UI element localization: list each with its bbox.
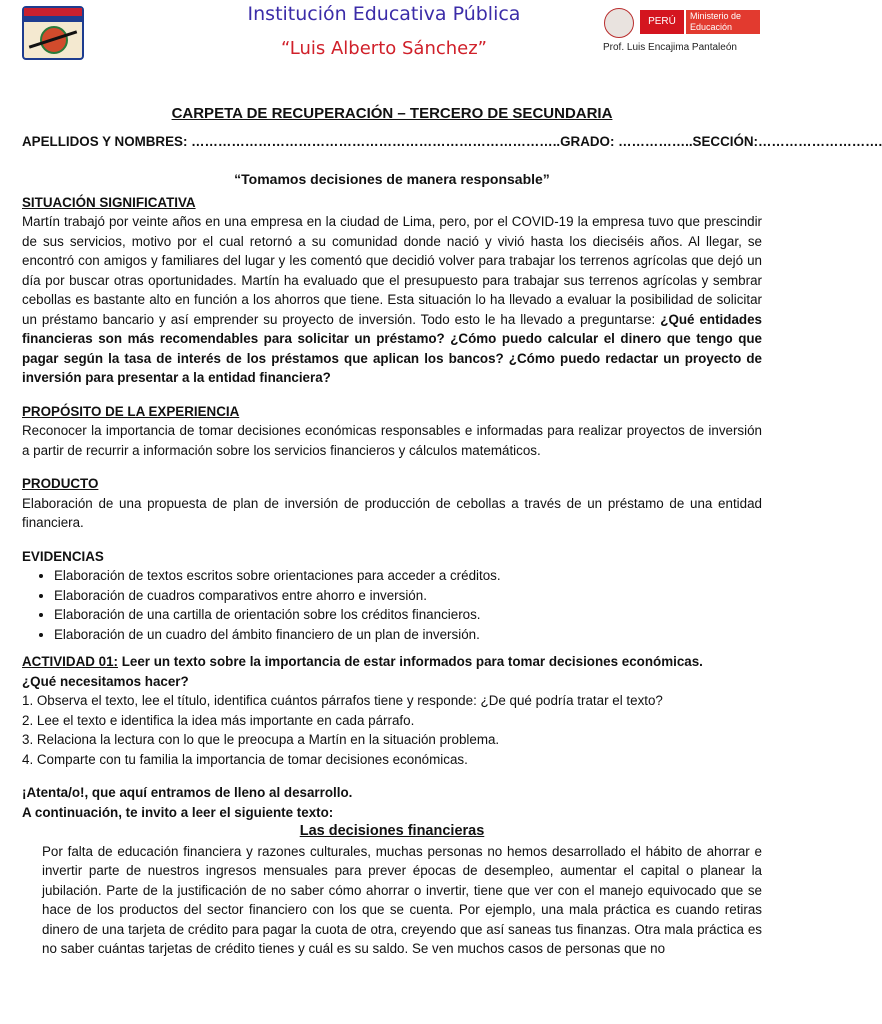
peru-label: PERÚ — [640, 10, 684, 34]
situation-heading: SITUACIÓN SIGNIFICATIVA — [22, 194, 196, 210]
reading-intro-1: ¡Atenta/o!, que aquí entramos de lleno al desarrollo. — [22, 785, 353, 800]
institution-name: Institución Educativa Pública — [247, 3, 521, 25]
evidence-item: • Elaboración de un cuadro del ámbito financiero de un plan de inversión. — [54, 625, 762, 645]
purpose-heading: PROPÓSITO DE LA EXPERIENCIA — [22, 403, 240, 419]
teacher-name: Prof. Luis Encajima Pantaleón — [603, 42, 737, 53]
activity-question: ¿Qué necesitamos hacer? — [22, 673, 189, 689]
evidence-item: • Elaboración de cuadros comparativos entre ahorro e inversión. — [54, 586, 762, 606]
ministry-label: Ministerio de Educación — [686, 10, 760, 34]
situation-text: Martín trabajó por veinte años en una empresa en la ciudad de Lima, pero, por el COVID-19 la empresa tuvo que prescindir de sus servicios, motivo por el cual retornó a su comunidad donde nació y vivió hasta los dieciséis años. Al llegar, se encontró con amigos y familiares del lugar y les comentó que decidió volver para trabajar los terrenos agrícolas que dejó un día por buscar otras oportunidades. Martín ha evaluado que el presupuesto para trabajar sus terrenos agrícolas y sembrar cebollas es bastante alto en función a los ahorros que tiene. Esta situación lo ha llevado a evaluar la posibilidad de solicitar un préstamo bancario y así emprender su proyecto de inversión. Todo esto le ha llevado a preguntarse: — [22, 214, 762, 327]
purpose-text: Reconocer la importancia de tomar decisiones económicas responsables e informadas para realizar proyectos de inversión a partir de recurrir a información sobre los servicios financieros y cálculos matemáticos. — [22, 423, 762, 458]
document-subtitle: “Tomamos decisiones de manera responsable” — [234, 171, 550, 187]
evidence-item: • Elaboración de una cartilla de orientación sobre los créditos financieros. — [54, 605, 762, 625]
activity-label: ACTIVIDAD 01: — [22, 654, 118, 669]
ministry-logo — [600, 6, 760, 38]
page-header — [0, 0, 768, 70]
school-name: “Luis Alberto Sánchez” — [280, 38, 487, 59]
activity-step: 4. Comparte con tu familia la importancia de tomar decisiones económicas. — [22, 751, 468, 767]
evidence-item: • Elaboración de textos escritos sobre orientaciones para acceder a créditos. — [54, 566, 762, 586]
student-info-line: APELLIDOS Y NOMBRES: ………………………………………………………………………..GRADO: ……………..SECCIÓN:………………………. — [22, 133, 882, 149]
reading-title: Las decisiones financieras — [299, 823, 485, 839]
activity-step: 1. Observa el texto, lee el título, identifica cuántos párrafos tiene y responde: ¿De qué podría tratar el texto? — [22, 693, 663, 708]
evidence-list — [22, 566, 762, 644]
situation-questions: ¿Qué entidades financieras son más recomendables para solicitar un préstamo? ¿Cómo puedo calcular el dinero que tengo que pagar según la tasa de interés de los préstamos que aplican los bancos? ¿Cómo puedo redactar un proyecto de inversión para presentar a la entidad financiera? — [22, 311, 762, 385]
activity-step: 2. Lee el texto e identifica la idea más importante en cada párrafo. — [22, 712, 415, 728]
document-title: CARPETA DE RECUPERACIÓN – TERCERO DE SECUNDARIA — [171, 105, 613, 122]
situation-paragraph — [22, 212, 762, 388]
peru-shield-icon — [604, 8, 634, 38]
reading-paragraph: Por falta de educación financiera y razones culturales, muchas personas no hemos desarrollado el hábito de ahorrar e invertir parte de nuestros ingresos mensuales para prever épocas de desempleo, aumentar el capital o planear la jubilación. Parte de la justificación de no saber cómo ahorrar o invertir, tiene que ver con el manejo equivocado que se hace de los productos del sector financiero con los que se cuenta. Por ejemplo, una mala práctica es cuando retiras dinero de una tarjeta de crédito para pagar la cuota de otra, creyendo que así saneas tus finanzas. Otra mala práctica es no saber cuántas tarjetas de crédito tienes y cuál es su saldo. Se ven muchos casos de personas que no — [42, 843, 762, 956]
reading-intro-2: A continuación, te invito a leer el siguiente texto: — [22, 804, 334, 820]
document-body — [22, 104, 882, 959]
product-text: Elaboración de una propuesta de plan de inversión de producción de cebollas a través de un préstamo de una entidad financiera. — [22, 495, 762, 530]
product-heading: PRODUCTO — [22, 476, 99, 491]
evidence-heading: EVIDENCIAS — [22, 548, 104, 564]
activity-title: Leer un texto sobre la importancia de estar informados para tomar decisiones económicas. — [121, 654, 703, 669]
activity-step: 3. Relaciona la lectura con lo que le preocupa a Martín en la situación problema. — [22, 732, 500, 747]
activity-heading — [22, 652, 762, 672]
